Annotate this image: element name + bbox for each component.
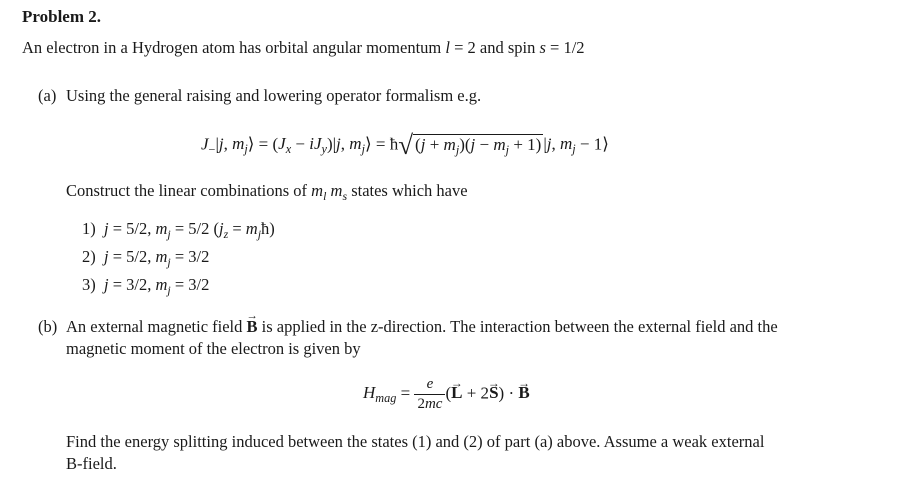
magnetic-hamiltonian-equation: $H_{mag}$ = $\frac{e}{2mc}$ (→ L + 2→ S) · → B [363,376,530,413]
part-a-instruction: Construct the linear combinations of $m_l$ $m_s$ states which have [66,181,468,203]
part-a-label: (a) [38,86,57,105]
question-line-1: Find the energy splitting induced between the states (1) and (2) of part (a) above. Assume a weak external [66,432,765,451]
part-b-text-line-1: An external magnetic field → B is applied in the z-direction. The interaction between the external field and the [66,317,778,337]
lowering-operator-equation: $J_-|j$, $m_j⟩ = (J_x - iJ_y)|j$, $m_j⟩$ = ħ√ $(j + m_j)(j - m_j + 1)$ |j, $m_j$ − 1⟩ [201,130,609,160]
case-1: 1) j = 5/2, $m_j = 5/2$ ($j_z$ = $m_jħ$) [82,219,275,241]
problem-title: Problem 2. [22,7,102,26]
case-3: 3) j = 3/2, $m_j = 3/2$ [82,275,210,297]
intro-text: An electron in a Hydrogen atom has orbital angular momentum l = 2 and spin s = 1/2 [22,38,585,57]
part-b-label: (b) [38,317,58,336]
part-b-text-line-2: magnetic moment of the electron is given by [66,339,361,358]
part-a-text: Using the general raising and lowering operator formalism e.g. [66,86,482,105]
case-2: 2) j = 5/2, $m_j = 3/2$ [82,247,210,269]
question-line-2: B-field. [66,454,117,473]
